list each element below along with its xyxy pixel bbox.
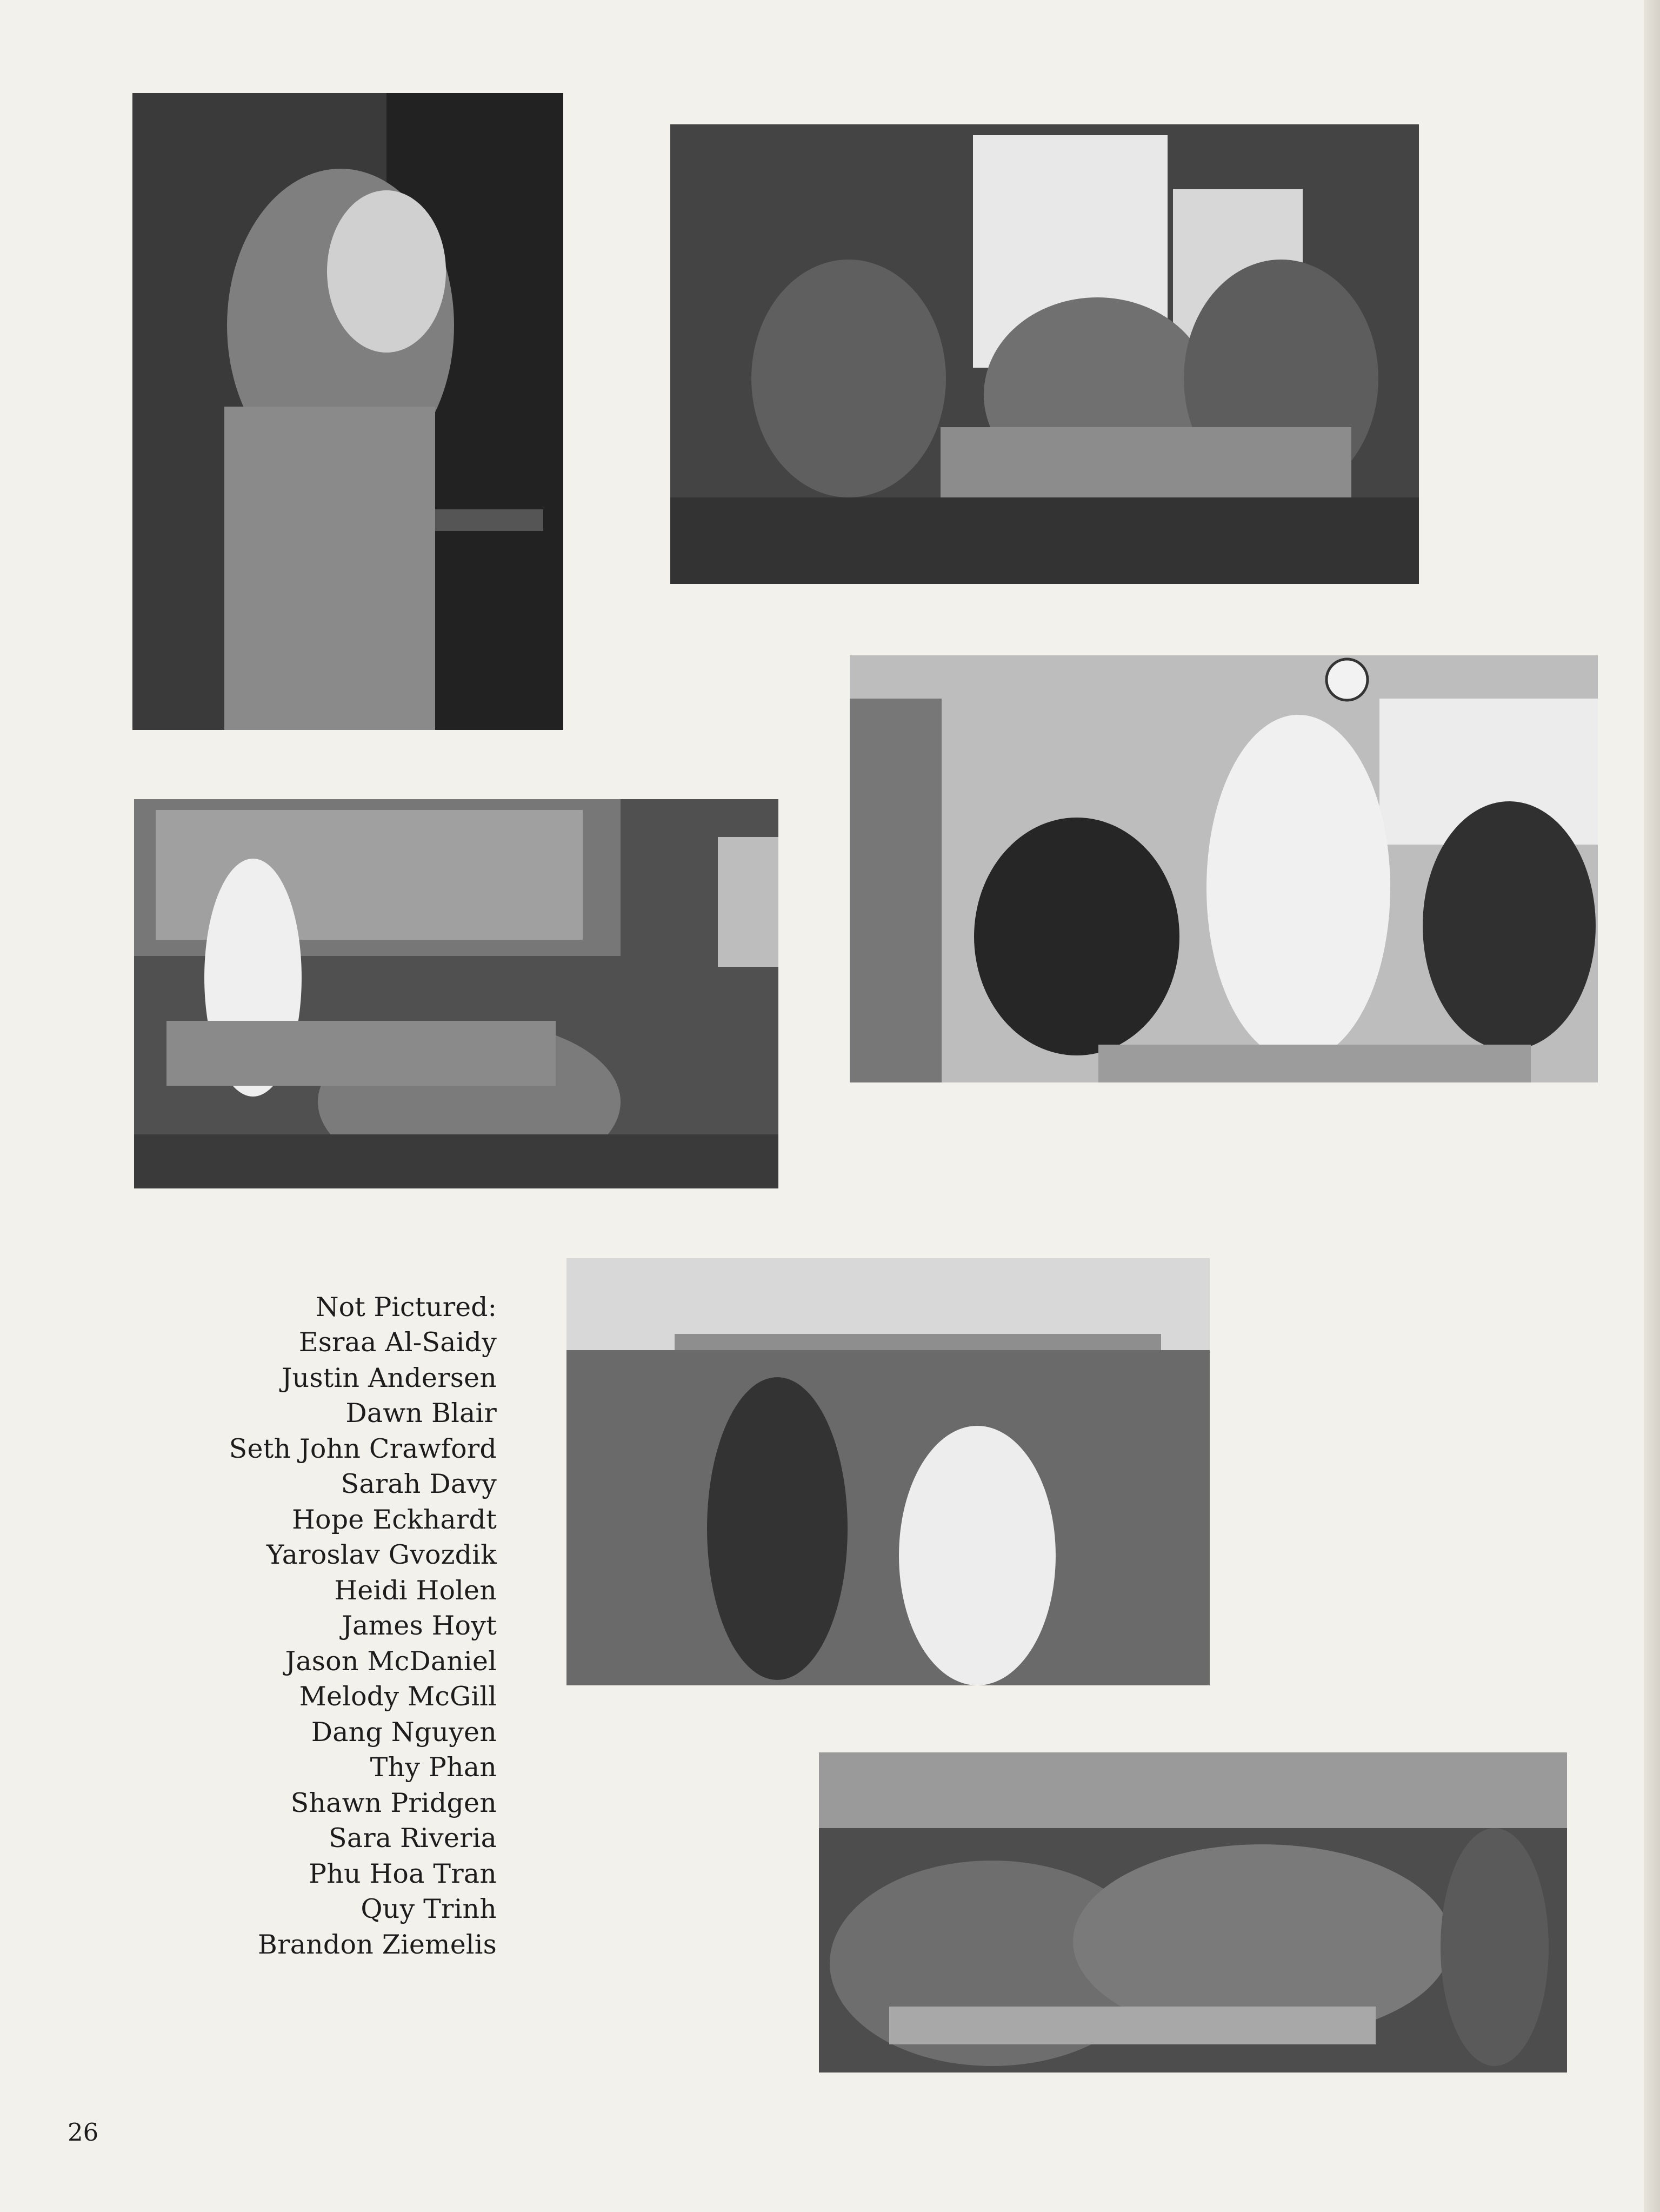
page-edge [1644,0,1660,2212]
not-pictured-name: Dang Nguyen [311,1716,497,1748]
not-pictured-name: Heidi Holen [334,1575,497,1606]
not-pictured-names-list [229,1325,497,1962]
photo-classroom-tables [670,124,1419,584]
photo-student-long-hair [132,93,563,730]
page-number: 26 [68,2118,99,2147]
not-pictured-name: Seth John Crawford [229,1433,497,1464]
not-pictured-name: James Hoyt [342,1610,497,1641]
not-pictured-name: Melody McGill [299,1681,497,1712]
not-pictured-name: Yaroslav Gvozdik [266,1539,497,1570]
not-pictured-name: Sara Riveria [329,1823,497,1854]
not-pictured-name: Justin Andersen [281,1362,497,1393]
not-pictured-name: Phu Hoa Tran [309,1858,497,1889]
not-pictured-name: Dawn Blair [345,1398,497,1429]
photo-playground-boys [566,1258,1210,1685]
not-pictured-name: Brandon Ziemelis [257,1929,497,1960]
not-pictured-name: Quy Trinh [361,1894,497,1924]
not-pictured-name: Shawn Pridgen [290,1787,497,1818]
not-pictured-name: Esraa Al-Saidy [298,1327,497,1358]
not-pictured-heading: Not Pictured: [315,1292,497,1323]
not-pictured-name: Sarah Davy [341,1469,497,1499]
photo-cafeteria [819,1752,1567,2072]
not-pictured-name: Thy Phan [370,1752,497,1783]
photo-lunchroom-boys [850,655,1598,1082]
photo-library-class [134,799,778,1188]
not-pictured-name: Jason McDaniel [285,1645,497,1677]
not-pictured-name: Hope Eckhardt [292,1504,497,1535]
